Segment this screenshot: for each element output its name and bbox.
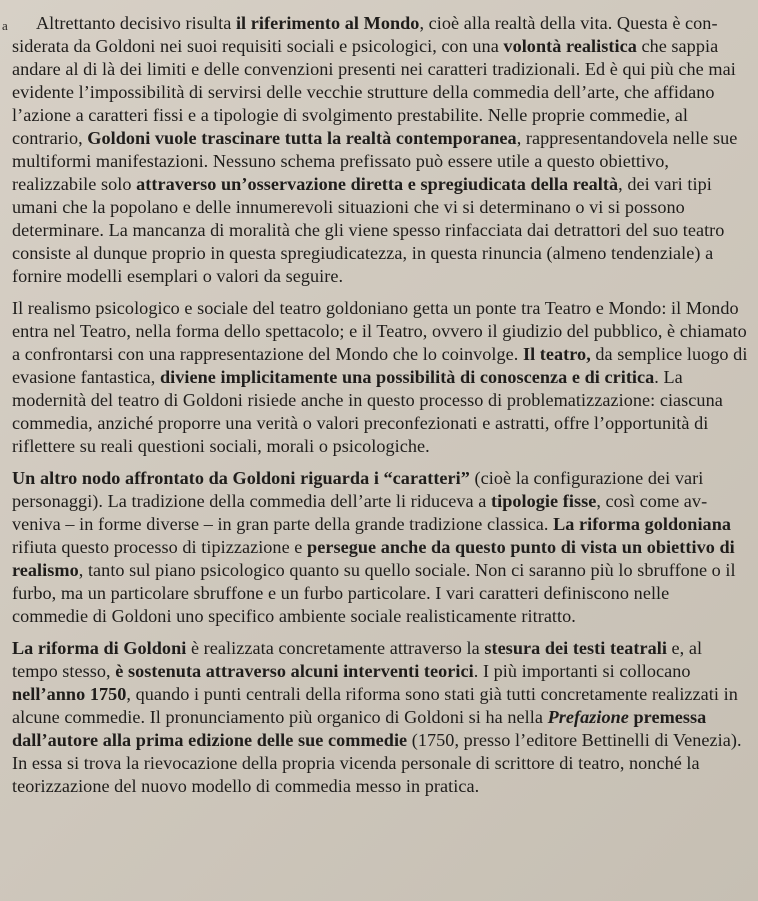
body-text: . La modernità del teatro di Goldoni risiede anche in questo processo di problematizzazione: ciascuna commedia, anziché proporre una verità o valori preconfezionati e astratti, offre l’opportunità di riflettere su reali questioni sociali, morali o psicologiche. [12, 367, 723, 456]
body-text: e, al tempo stesso, [12, 638, 703, 681]
paragraph-reform [12, 637, 748, 798]
emphasis-text: diviene implicitamente una possibilità di conoscenza e di critica [160, 367, 655, 387]
body-text: , tanto sul piano psicologico quanto su quello sociale. Non ci saranno più lo sbruffone o il furbo, ma un particolare sbruffone e un furbo particolare. I vari caratteri definiscono nelle commedie di Goldoni uno specifico ambiente sociale realisticamente ritratto. [12, 560, 736, 626]
emphasis-text: tipologie fisse [491, 491, 597, 511]
body-text: da semplice luogo di evasione fantastica, [12, 344, 748, 387]
body-text: , rappresentandovela nelle sue multiformi manifestazioni. Nessuno schema prefissato può essere utile a questo obiettivo, realizzabile solo [12, 128, 738, 194]
emphasis-text: Il teatro, [522, 344, 591, 364]
emphasis-text: stesura dei testi teatrali [484, 638, 667, 658]
body-text: , cioè alla realtà della vita. Questa è considerata da Goldoni nei suoi requisiti sociali e psicologici, con una [12, 13, 718, 56]
emphasis-text: Goldoni vuole trascinare tutta la realtà contemporanea [87, 128, 517, 148]
body-text: , così come avveniva – in forme diverse – in gran parte della grande tradizione classica. [12, 491, 708, 534]
emphasis-text: Prefazione [547, 707, 629, 727]
emphasis-text: è sostenuta attraverso alcuni interventi teorici [115, 661, 474, 681]
page-corner-mark: a [2, 18, 8, 33]
emphasis-text: persegue anche da questo punto di vista un obiettivo di realismo [12, 537, 735, 580]
emphasis-text: volontà realistica [503, 36, 637, 56]
emphasis-text: premessa dall’autore alla prima edizione delle sue commedie [12, 707, 707, 750]
emphasis-text: La riforma di Goldoni [12, 638, 187, 658]
body-text: è realizzata concretamente attraverso la [186, 638, 485, 658]
paragraph-reality [12, 12, 748, 288]
paragraph-characters [12, 467, 748, 628]
body-text: , quando i punti centrali della riforma sono stati già tutti concretamente realizzati in alcune commedie. Il pronunciamento più organico di Goldoni si ha nella [12, 684, 738, 727]
paragraph-theatre-world [12, 297, 748, 458]
body-text: Altrettanto decisivo risulta [36, 13, 236, 33]
emphasis-text: attraverso un’osservazione diretta e spregiudicata della realtà [136, 174, 619, 194]
emphasis-text: La riforma goldoniana [553, 514, 732, 534]
emphasis-text: nell’anno 1750 [12, 684, 127, 704]
body-text: (1750, presso l’editore Bettinelli di Venezia). In essa si trova la rievocazione della propria vicenda personale di scrittore di teatro, nonché la teorizzazione del nuovo modello di commedia messo in pratica. [12, 730, 742, 796]
emphasis-text: il riferimento al Mondo [235, 13, 420, 33]
body-text: che sappia andare al di là dei limiti e delle convenzioni presenti nei caratteri tradizionali. Ed è qui più che mai evidente l’impossibilità di servirsi delle vecchie strutture della commedia dell’arte, che affidano l’azione a caratteri fissi e a tipologie di svolgimento prestabilite. Nelle proprie commedie, al contrario, [12, 36, 736, 148]
body-text: . I più importanti si collocano [473, 661, 691, 681]
body-text: rifiuta questo processo di tipizzazione e [12, 537, 308, 557]
body-text: , dei vari tipi umani che la popolano e delle innumerevoli situazioni che vi si determinano o vi si possono determinare. La mancanza di moralità che gli viene spesso rinfacciata dai detrattori del suo teatro consiste al dunque proprio in questa spregiudicatezza, in questa rinuncia (almeno tendenziale) a fornire modelli esemplari o valori da seguire. [12, 174, 725, 286]
emphasis-text: Un altro nodo affrontato da Goldoni riguarda i “caratteri” [12, 468, 470, 488]
body-text: (cioè la configurazione dei vari personaggi). La tradizione della commedia dell’arte li riduceva a [12, 468, 704, 511]
body-text: Il realismo psicologico e sociale del teatro goldoniano getta un ponte tra Teatro e Mondo: il Mondo entra nel Teatro, nella forma dello spettacolo; e il Teatro, ovvero il giudizio del pubblico, è chiamato a confrontarsi con una rappresentazione del Mondo che lo coinvolge. [12, 298, 747, 364]
